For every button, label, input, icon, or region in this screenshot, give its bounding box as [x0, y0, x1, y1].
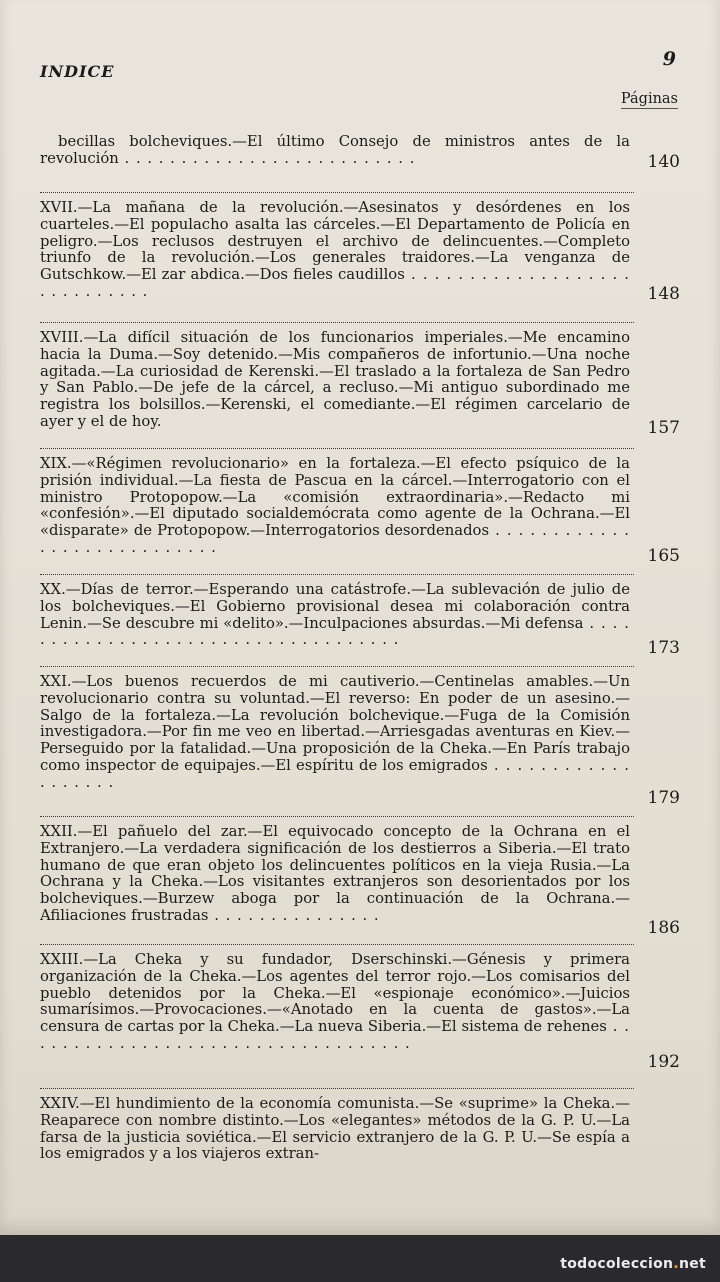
toc-entry — [40, 674, 630, 792]
toc-entry-text: XXI.—Los buenos recuerdos de mi cautiverio.—Centinelas amables.—Un revolucionario contra su voluntad.—El reverso: En poder de un asesino.—Salgo de la fortaleza.—La revolución bolchevique.—Fuga de la Comisión investigadora.—Por fin me veo en libertad.—Arriesgadas aventuras en Kiev.—Perseguido por la fatalidad.—Una proposición de la Cheka.—En París trabajo como inspector de equipajes.—El espíritu de los emigrados — [40, 673, 630, 774]
toc-entry — [40, 456, 630, 557]
toc-entry-text: XXIII.—La Cheka y su fundador, Dserschinski.—Génesis y primera organización de la Cheka.—Los agentes del terror rojo.—Los comisarios del pueblo detenidos por la Cheka.—El «espionaje económico».—Juicios sumarísimos.—Provocaciones.—«Anotado en la cuenta de gastos».—La censura de cartas por la Cheka.—La nueva Siberia.—El sistema de rehenes — [40, 951, 630, 1036]
toc-entry-page: 192 — [647, 1052, 680, 1072]
toc-entry-text: XIX.—«Régimen revolucionario» en la fortaleza.—El efecto psíquico de la prisión individual.—La fiesta de Pascua en la cárcel.—Interrogatorio con el ministro Protopopow.—La «comisión extraordinaria».—Redacto mi «confesión».—El diputado socialdemócrata como agente de la Ochrana.—El «disparate» de Protopopow.—Interrogatorios desordenados — [40, 455, 630, 540]
running-head: INDICE — [40, 62, 115, 81]
toc-entry-page: 186 — [647, 918, 680, 938]
divider — [40, 666, 634, 667]
toc-entry — [40, 134, 630, 168]
toc-entry-page: 148 — [647, 284, 680, 304]
toc-entry — [40, 330, 630, 431]
toc-entry — [40, 952, 630, 1053]
toc-entry-page: 179 — [647, 788, 680, 808]
toc-entry — [40, 582, 630, 649]
leader-dots: . . . . . . . . . . . . . . . . . . . . . . . . . . . . . — [40, 266, 631, 300]
toc-entry-page: 157 — [647, 418, 680, 438]
toc-entry — [40, 824, 630, 925]
divider — [40, 448, 634, 449]
divider — [40, 816, 634, 817]
toc-entry-text: XVIII.—La difícil situación de los funcionarios imperiales.—Me encamino hacia la Duma.—Soy detenido.—Mis compañeros de infortunio.—Una noche agitada.—La curiosidad de Kerenski.—El traslado a la fortaleza de San Pedro y San Pablo.—De jefe de la cárcel, a recluso.—Mi antiguo subordinado me registra los bolsillos.—Kerenski, el comediante.—El régimen carcelario de ayer y el de hoy. — [40, 329, 630, 430]
leader-dots: . . . . . . . . . . . . . . . . . . . . . . . . . . . . — [40, 522, 630, 556]
divider — [40, 192, 634, 193]
leader-dots: . . . . . . . . . . . . . . . . . . . . . . . . . . . . . . . . . . . . — [40, 614, 630, 649]
divider — [40, 574, 634, 575]
leader-dots: . . . . . . . . . . . . . . . . . . . . . . . . . . . . . . . . . . . — [40, 1018, 630, 1052]
toc-entry-text: XXII.—El pañuelo del zar.—El equivocado concepto de la Ochrana en el Extranjero.—La verdadera significación de los destierros a Siberia.—El trato humano de que eran objeto los delincuentes políticos en la vieja Rusia.—La Ochrana y la Cheka.—Los visitantes extranjeros son desorientados por los bolcheviques.—Burzew aboga por la continuación de la Ochrana.—Afiliaciones frustradas — [40, 823, 630, 924]
pages-column-label: Páginas — [620, 91, 678, 107]
watermark: todocoleccion.net — [560, 1256, 706, 1272]
toc-entry-text: becillas bolcheviques.—El último Consejo de ministros antes de la revolución — [40, 133, 630, 167]
toc-entry-page: 173 — [647, 638, 680, 658]
leader-dots: . . . . . . . . . . . . . . . . . . . — [40, 756, 630, 791]
toc-entry-text: XX.—Días de terror.—Esperando una catástrofe.—La sublevación de julio de los bolcheviques.—El Gobierno provisional desea mi colaboración contra Lenin.—Se descubre mi «delito».—Inculpaciones absurdas.—Mi defensa — [40, 581, 630, 632]
toc-entry-page: 165 — [647, 546, 680, 566]
toc-entry-page: 140 — [647, 152, 680, 172]
toc-entry — [40, 1096, 630, 1163]
toc-entry-text: XXIV.—El hundimiento de la economía comunista.—Se «suprime» la Cheka.—Reaparece con nombre distinto.—Los «elegantes» métodos de la G. P. U.—La farsa de la justicia soviética.—El servicio extranjero de la G. P. U.—Se espía a los emigrados y a los viajeros extran- — [40, 1095, 630, 1163]
divider — [40, 1088, 634, 1089]
divider — [40, 944, 634, 945]
toc-entry-text: XVII.—La mañana de la revolución.—Asesinatos y desórdenes en los cuarteles.—El populacho asalta las cárceles.—El Departamento de Policía en peligro.—Los reclusos destruyen el archivo de delincuentes.—Completo triunfo de la revolución.—Los generales traidores.—La venganza de Gutschkow.—El zar abdica.—Dos fieles caudillos — [40, 199, 630, 284]
divider — [40, 322, 634, 323]
leader-dots: . . . . . . . . . . . . . . . — [208, 906, 380, 924]
toc-entry — [40, 200, 630, 301]
page-number: 9 — [662, 48, 676, 70]
leader-dots: . . . . . . . . . . . . . . . . . . . . . . . . . . — [118, 149, 416, 167]
